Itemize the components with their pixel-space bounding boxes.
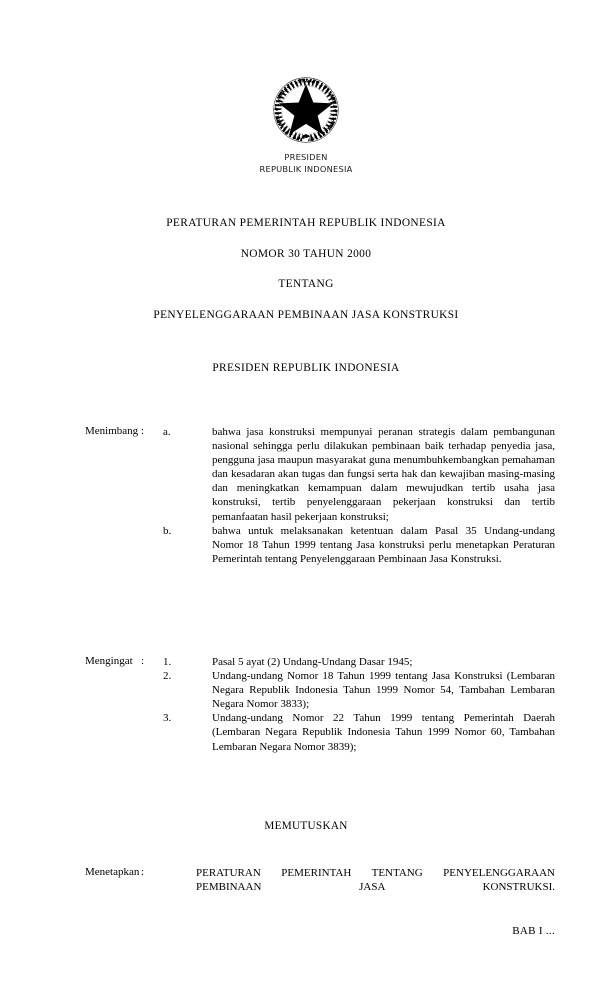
title-subject: PENYELENGGARAAN PEMBINAAN JASA KONSTRUKSI	[153, 308, 459, 321]
list-item-marker: 2.	[163, 670, 172, 683]
clause-menetapkan-text: PERATURAN PEMERINTAH TENTANG PENYELENGGARAAN PEMBINAAN JASA KONSTRUKSI.	[196, 867, 555, 894]
list-item-text: Undang-undang Nomor 18 Tahun 1999 tentang Jasa Konstruksi (Lembaran Negara Republik Indonesia Tahun 1999 Nomor 54, Tambahan Lembaran Negara Nomor 3833);	[212, 670, 555, 711]
clause-menimbang-colon: :	[141, 425, 145, 437]
clause-menimbang	[85, 425, 555, 566]
list-item-marker: a.	[163, 426, 171, 438]
list-item-text: Pasal 5 ayat (2) Undang-Undang Dasar 1945;	[212, 656, 413, 668]
list-item-marker: b.	[163, 524, 172, 537]
clause-mengingat	[85, 655, 555, 754]
clause-menetapkan-colon: :	[141, 866, 145, 878]
emblem-caption-line-2: REPUBLIK INDONESIA	[259, 163, 353, 174]
title-number-year: NOMOR 30 TAHUN 2000	[240, 247, 372, 260]
clause-menetapkan-body	[196, 866, 555, 908]
emblem-block	[0, 72, 612, 175]
list-item	[163, 524, 555, 566]
list-item-marker: 3.	[163, 712, 172, 725]
list-item	[163, 711, 555, 753]
document-title-block	[0, 217, 612, 321]
emblem-caption	[0, 152, 612, 175]
issuing-authority: PRESIDEN REPUBLIK INDONESIA	[212, 362, 400, 374]
emblem-caption-line-1: PRESIDEN	[284, 152, 328, 162]
title-regulation-type: PERATURAN PEMERINTAH REPUBLIK INDONESIA	[166, 217, 446, 229]
list-item-text: bahwa untuk melaksanakan ketentuan dalam Pasal 35 Undang-undang Nomor 18 Tahun 1999 tentang Jasa konstruksi perlu menetapkan Peraturan Pemerintah tentang Penyelenggaraan Pembinaan Jasa Konstruksi.	[212, 524, 555, 565]
decide-heading: MEMUTUSKAN	[264, 820, 348, 832]
list-item	[163, 655, 555, 669]
clause-menimbang-label: Menimbang	[85, 425, 139, 437]
clause-menetapkan	[85, 866, 555, 908]
list-item-marker: 1.	[163, 656, 172, 668]
list-item	[163, 669, 555, 711]
list-item-text: bahwa jasa konstruksi mempunyai peranan strategis dalam pembangunan nasional sehingga perlu dilakukan pembinaan baik terhadap penyedia jasa, pengguna jasa maupun masyarakat guna menumbuhkembangkan pemahaman dan kesadaran akan tugas dan fungsi serta hak dan kewajiban masing-masing dan meningkatkan kemampuan dalam mewujudkan tertib usaha jasa konstruksi, tertib penyelenggaraan pekerjaan konstruksi dan tertib pemanfaatan hasil pekerjaan konstruksi;	[212, 426, 555, 523]
page-continuation-note: BAB I ...	[512, 925, 555, 937]
title-about-label: TENTANG	[278, 278, 334, 290]
clause-mengingat-items	[163, 655, 555, 754]
clause-mengingat-colon: :	[141, 655, 145, 667]
clause-menetapkan-label: Menetapkan	[85, 866, 140, 878]
list-item-text: Undang-undang Nomor 22 Tahun 1999 tentang Pemerintah Daerah (Lembaran Negara Republik Indonesia Tahun 1999 Nomor 60, Tambahan Lembaran Negara Nomor 3839);	[212, 712, 555, 753]
garuda-star-wreath-emblem	[268, 72, 344, 148]
clause-menimbang-items	[163, 425, 555, 566]
list-item	[163, 425, 555, 524]
clause-mengingat-label: Mengingat	[85, 655, 133, 667]
